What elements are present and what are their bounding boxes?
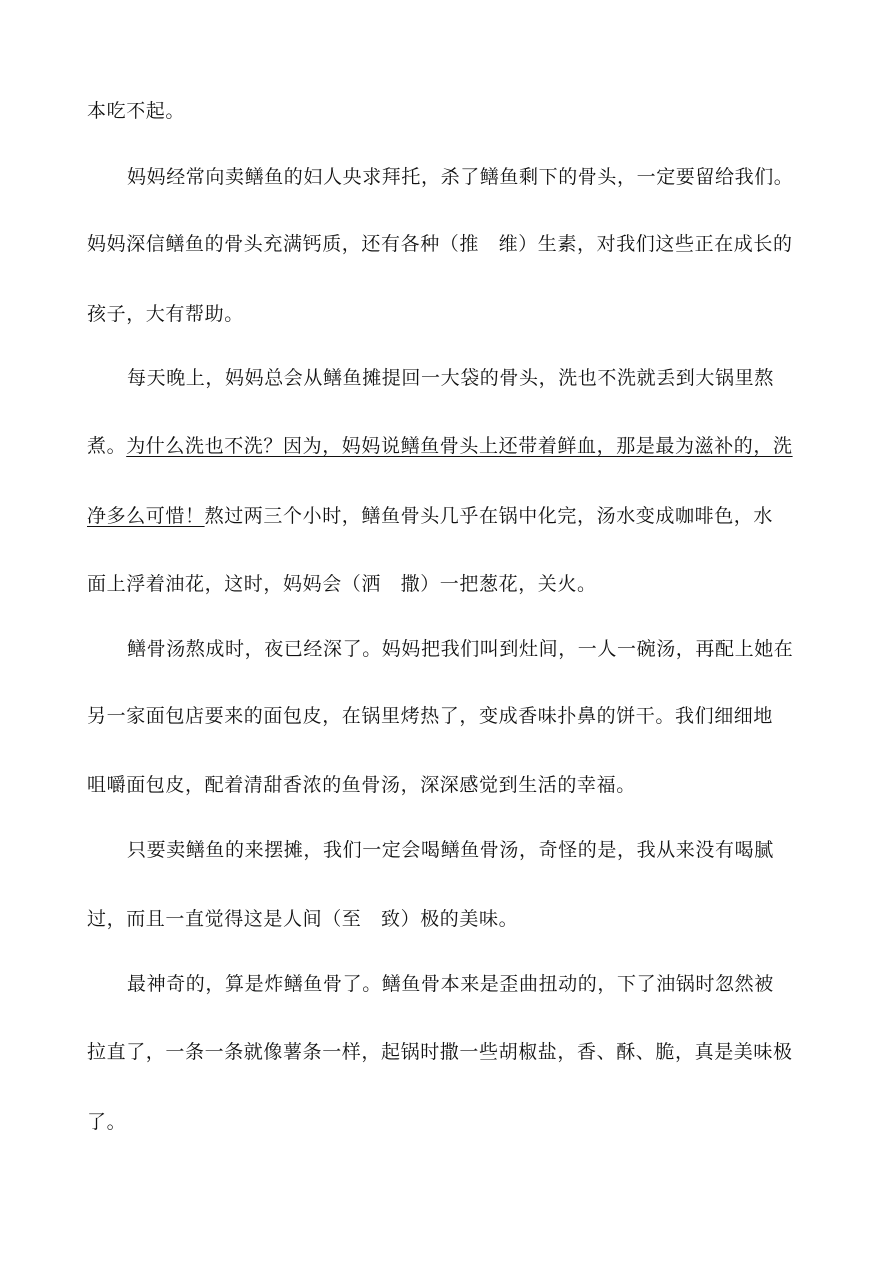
paragraph-line: 最神奇的，算是炸鳝鱼骨了。鳝鱼骨本来是歪曲扭动的，下了油锅时忽然被 xyxy=(127,973,774,995)
underlined-text: 净多么可惜！ xyxy=(87,505,205,527)
paragraph-line: 过，而且一直觉得这是人间（至 致）极的美味。 xyxy=(87,908,519,930)
paragraph-line: 每天晚上，妈妈总会从鳝鱼摊提回一大袋的骨头，洗也不洗就丢到大锅里熬 xyxy=(127,367,774,389)
paragraph-line: 孩子，大有帮助。 xyxy=(87,303,244,325)
paragraph-line: 咀嚼面包皮，配着清甜香浓的鱼骨汤，深深感觉到生活的幸福。 xyxy=(87,774,636,796)
paragraph-line xyxy=(87,504,815,528)
paragraph-line: 妈妈经常向卖鳝鱼的妇人央求拜托，杀了鳝鱼剩下的骨头，一定要留给我们。 xyxy=(127,166,794,188)
paragraph-line: 另一家面包店要来的面包皮，在锅里烤热了，变成香味扑鼻的饼干。我们细细地 xyxy=(87,705,774,727)
paragraph-line: 拉直了，一条一条就像薯条一样，起锅时撒一些胡椒盐，香、酥、脆，真是美味极 xyxy=(87,1041,793,1063)
paragraph-line: 妈妈深信鳝鱼的骨头充满钙质，还有各种（推 维）生素，对我们这些正在成长的 xyxy=(87,233,793,255)
underlined-text: 为什么洗也不洗？因为，妈妈说鳝鱼骨头上还带着鲜血，那是最为滋补的，洗 xyxy=(126,435,793,457)
line-text: 煮。 xyxy=(87,435,127,457)
line-text: 熬过两三个小时，鳝鱼骨头几乎在锅中化完，汤水变成咖啡色，水 xyxy=(204,505,774,527)
paragraph-line xyxy=(87,434,815,458)
paragraph-line: 只要卖鳝鱼的来摆摊，我们一定会喝鳝鱼骨汤，奇怪的是，我从来没有喝腻 xyxy=(127,839,774,861)
paragraph-line: 鳝骨汤熬成时，夜已经深了。妈妈把我们叫到灶间，一人一碗汤，再配上她在 xyxy=(127,638,794,660)
paragraph-line: 面上浮着油花，这时，妈妈会（洒 撒）一把葱花，关火。 xyxy=(87,573,597,595)
paragraph-line: 了。 xyxy=(87,1111,127,1133)
paragraph-line: 本吃不起。 xyxy=(87,100,186,122)
